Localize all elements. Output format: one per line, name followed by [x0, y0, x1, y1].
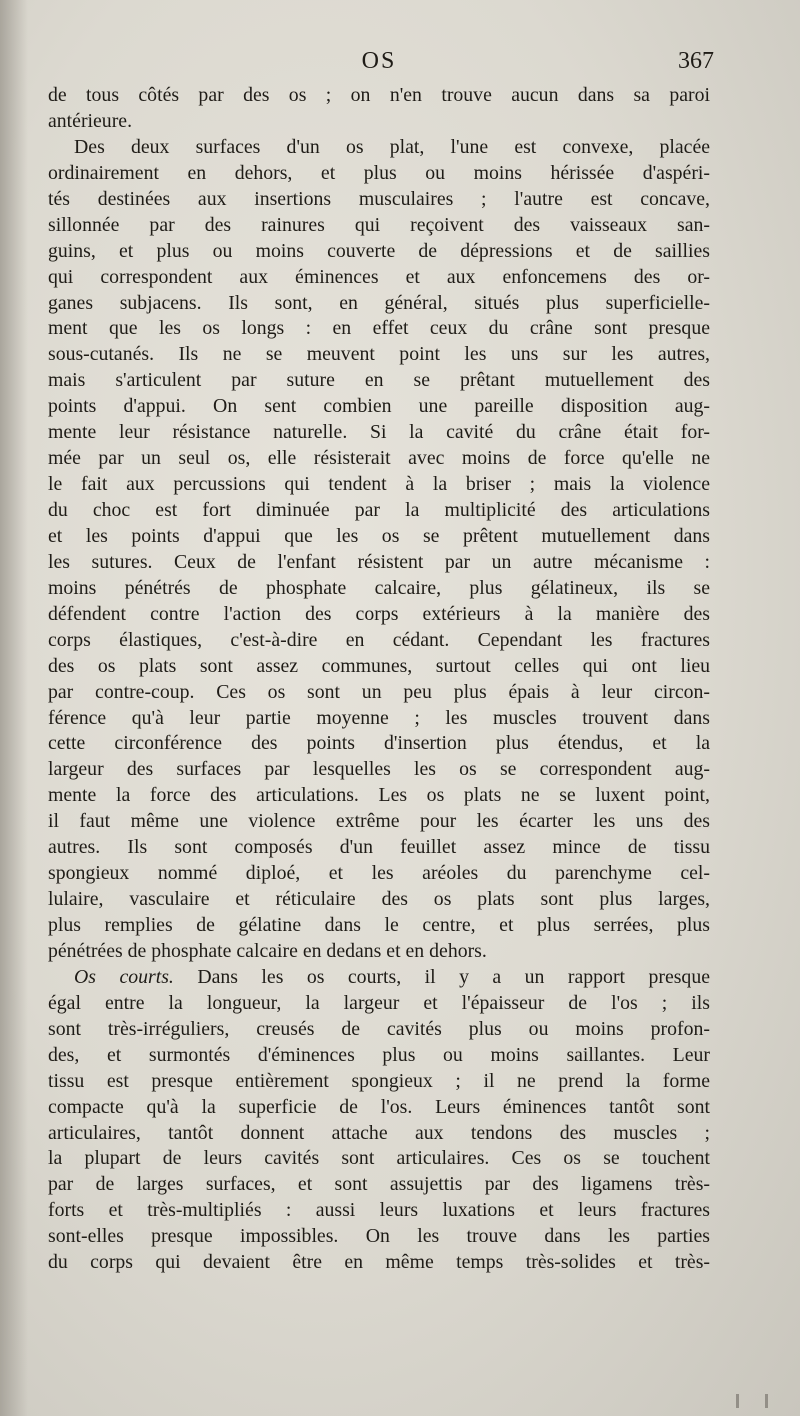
- text-line: Des deux surfaces d'un os plat, l'une est convexe, placée: [74, 135, 710, 158]
- text-line: cette circonférence des points d'insertion plus étendus, et la: [48, 732, 710, 755]
- section-lead-os-courts: Os courts.: [74, 965, 174, 988]
- text-line: ment que les os longs : en effet ceux du crâne sont presque: [48, 317, 710, 340]
- text-line: moins pénétrés de phosphate calcaire, plus gélatineux, ils se: [48, 576, 710, 599]
- body-text: [48, 83, 710, 1276]
- text-line: des os plats sont assez communes, surtout celles qui ont lieu: [48, 654, 710, 677]
- text-line: ganes subjacens. Ils sont, en général, situés plus superficielle-: [48, 291, 710, 314]
- text-line: par de larges surfaces, et sont assujettis par des ligamens très-: [48, 1173, 710, 1196]
- text-line: des, et surmontés d'éminences plus ou moins saillantes. Leur: [48, 1043, 710, 1066]
- text-line: lulaire, vasculaire et réticulaire des os plats sont plus larges,: [48, 888, 710, 911]
- page-header: [48, 44, 714, 84]
- text-line: férence qu'à leur partie moyenne ; les muscles trouvent dans: [48, 706, 710, 729]
- text-line: corps élastiques, c'est-à-dire en cédant. Cependant les fractures: [48, 628, 710, 651]
- text-line: largeur des surfaces par lesquelles les os se correspondent aug-: [48, 758, 710, 781]
- text-line: Dans les os courts, il y a un rapport presque: [197, 965, 710, 988]
- text-line: ordinairement en dehors, et plus ou moins hérissée d'aspéri-: [48, 161, 710, 184]
- text-line: spongieux nommé diploé, et les aréoles du parenchyme cel-: [48, 862, 710, 885]
- section-first-line: [48, 965, 710, 991]
- text-line: antérieure.: [48, 109, 133, 132]
- text-line: du choc est fort diminuée par la multiplicité des articulations: [48, 499, 710, 521]
- text-line: mais s'articulent par suture en se prêtant mutuellement des: [48, 369, 710, 392]
- text-line: le fait aux percussions qui tendent à la briser ; mais la violence: [48, 473, 710, 496]
- text-line: égal entre la longueur, la largeur et l'épaisseur de l'os ; ils: [48, 991, 710, 1014]
- text-line: mée par un seul os, elle résisterait avec moins de force qu'elle ne: [48, 447, 710, 470]
- text-line: mente leur résistance naturelle. Si la cavité du crâne était for-: [48, 421, 710, 444]
- text-line: qui correspondent aux éminences et aux enfoncemens des or-: [48, 265, 710, 288]
- page-number: 367: [678, 48, 714, 74]
- text-line: défendent contre l'action des corps extérieurs à la manière des: [48, 602, 710, 625]
- text-line: par contre-coup. Ces os sont un peu plus épais à leur circon-: [48, 680, 710, 703]
- text-line: de tous côtés par des os ; on n'en trouve aucun dans sa paroi: [48, 84, 710, 106]
- text-line: tés destinées aux insertions musculaires ; l'autre est concave,: [48, 187, 710, 210]
- text-line: points d'appui. On sent combien une pareille disposition aug-: [48, 395, 710, 418]
- text-line: compacte qu'à la superficie de l'os. Leurs éminences tantôt sont: [48, 1095, 710, 1118]
- text-line: mente la force des articulations. Les os plats ne se luxent point,: [48, 784, 710, 807]
- text-line: du corps qui devaient être en même temps très-solides et très-: [48, 1251, 710, 1274]
- text-line: forts et très-multipliés : aussi leurs luxations et leurs fractures: [48, 1199, 710, 1222]
- text-line: plus remplies de gélatine dans le centre, et plus serrées, plus: [48, 914, 710, 936]
- text-line: sillonnée par des rainures qui reçoivent des vaisseaux san-: [48, 213, 710, 236]
- text-line: sont très-irréguliers, creusés de cavités plus ou moins profon-: [48, 1017, 710, 1040]
- text-line: pénétrées de phosphate calcaire en dedans et en dehors.: [48, 939, 487, 962]
- text-line: la plupart de leurs cavités sont articulaires. Ces os se touchent: [48, 1147, 710, 1170]
- scan-mark: [736, 1394, 768, 1408]
- text-line: sous-cutanés. Ils ne se meuvent point les uns sur les autres,: [48, 343, 710, 366]
- text-line: il faut même une violence extrême pour les écarter les uns des: [48, 810, 710, 833]
- text-line: guins, et plus ou moins couverte de dépressions et de saillies: [48, 239, 710, 262]
- spine-shadow: [0, 0, 28, 1416]
- text-line: articulaires, tantôt donnent attache aux tendons des muscles ;: [48, 1121, 710, 1144]
- text-line: les sutures. Ceux de l'enfant résistent par un autre mécanisme :: [48, 550, 710, 573]
- text-line: tissu est presque entièrement spongieux ; il ne prend la forme: [48, 1069, 710, 1092]
- text-line: et les points d'appui que les os se prêtent mutuellement dans: [48, 524, 710, 547]
- text-line: autres. Ils sont composés d'un feuillet assez mince de tissu: [48, 836, 710, 859]
- running-head: OS: [361, 48, 397, 74]
- text-line: sont-elles presque impossibles. On les trouve dans les parties: [48, 1225, 710, 1248]
